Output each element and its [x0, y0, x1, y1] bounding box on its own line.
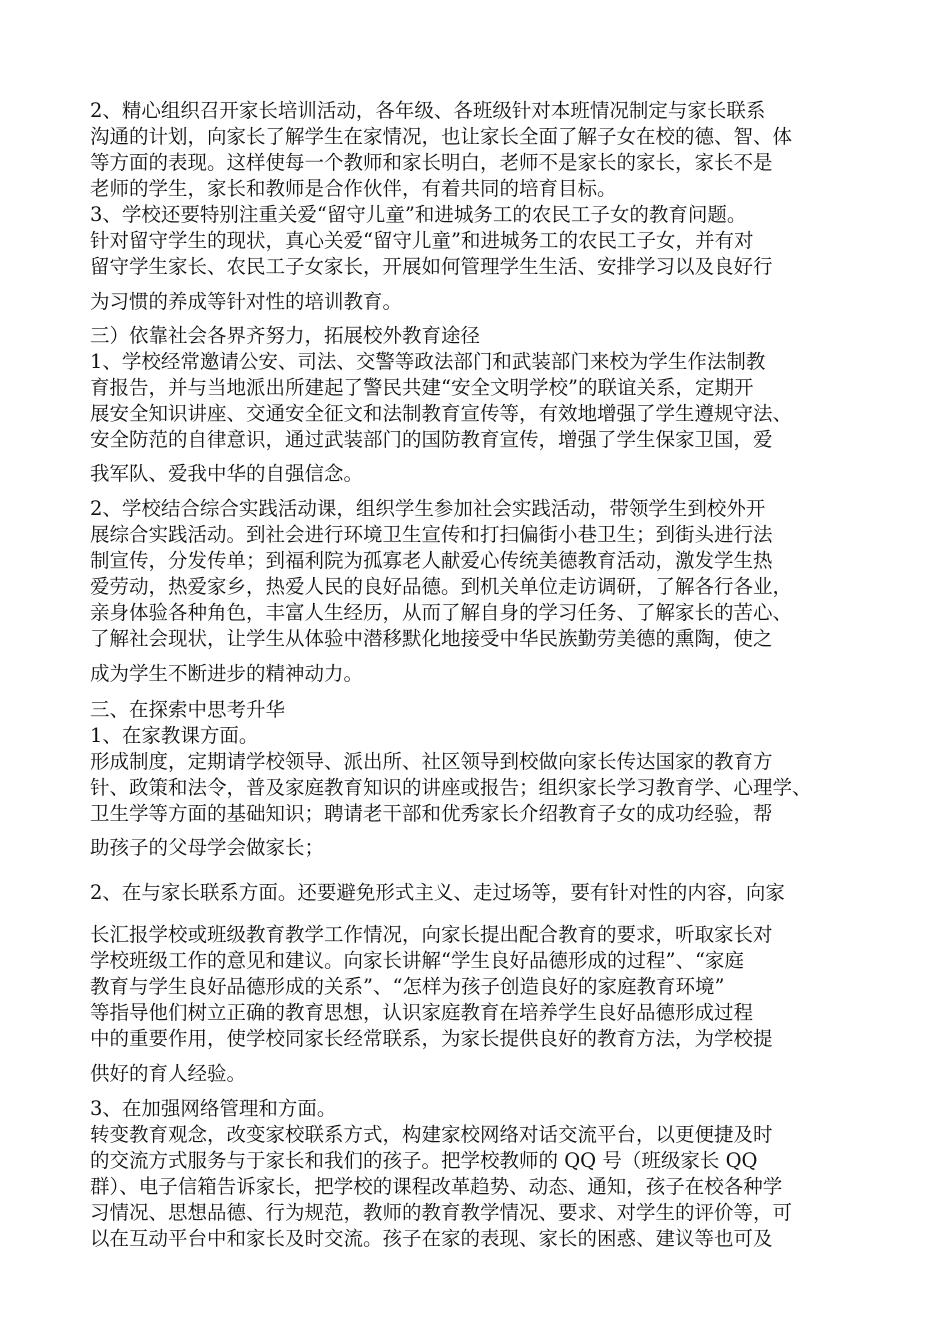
text-line: 针对留守学生的现状，真心关爱“留守儿童”和进城务工的农民工子女，并有对 [90, 229, 754, 252]
section-heading: 三、在探索中思考升华 [90, 698, 286, 721]
subsection-heading: 1、在家教课方面。 [90, 724, 259, 747]
text-line: 以在互动平台中和家长及时交流。孩子在家的表现、家长的困惑、建议等也可及 [90, 1227, 773, 1250]
text-line: 成为学生不断进步的精神动力。 [90, 662, 364, 685]
section-heading: 三）依靠社会各界齐努力，拓展校外教育途径 [90, 324, 481, 347]
text-line: 3、学校还要特别注重关爱“留守儿童”和进城务工的农民工子女的教育问题。 [90, 203, 747, 226]
text-line: 2、在与家长联系方面。还要避免形式主义、走过场等，要有针对性的内容，向家 [90, 881, 785, 904]
text-line: 育报告，并与当地派出所建起了警民共建“安全文明学校”的联谊关系，定期开 [90, 376, 754, 399]
text-line: 针、政策和法令，普及家庭教育知识的讲座或报告；组织家长学习教育学、心理学、 [90, 776, 812, 799]
text-line: 了解社会现状，让学生从体验中潜移默化地接受中华民族勤劳美德的熏陶，使之 [90, 627, 773, 650]
text-line: 1、学校经常邀请公安、司法、交警等政法部门和武装部门来校为学生作法制教 [90, 350, 766, 373]
text-line: 习情况、思想品德、行为规范，教师的教育教学情况、要求、对学生的评价等，可 [90, 1201, 793, 1224]
text-line: 供好的育人经验。 [90, 1062, 247, 1085]
text-line: 我军队、爱我中华的自强信念。 [90, 462, 364, 485]
text-line: 群）、电子信箱告诉家长，把学校的课程改革趋势、动态、通知，孩子在校各种学 [90, 1175, 783, 1198]
text-line: 教育与学生良好品德形成的关系”、“怎样为孩子创造良好的家庭教育环境” [90, 975, 725, 998]
text-line: 老师的学生，家长和教师是合作伙伴，有着共同的培育目标。 [90, 177, 617, 200]
text-line: 2、学校结合综合实践活动课，组织学生参加社会实践活动，带领学生到校外开 [90, 497, 766, 520]
text-line: 转变教育观念，改变家校联系方式，构建家校网络对话交流平台，以更便捷及时 [90, 1123, 773, 1146]
subsection-heading: 3、在加强网络管理和方面。 [90, 1097, 337, 1120]
text-line: 卫生学等方面的基础知识；聘请老干部和优秀家长介绍教育子女的成功经验，帮 [90, 802, 773, 825]
text-line: 2、精心组织召开家长培训活动，各年级、各班级针对本班情况制定与家长联系 [90, 99, 766, 122]
text-line: 爱劳动，热爱家乡，热爱人民的良好品德。到机关单位走访调研，了解各行各业， [90, 575, 793, 598]
text-line: 沟通的计划，向家长了解学生在家情况，也让家长全面了解子女在校的德、智、体 [90, 125, 793, 148]
text-line: 留守学生家长、农民工子女家长，开展如何管理学生生活、安排学习以及良好行 [90, 255, 773, 278]
text-line: 等指导他们树立正确的教育思想，认识家庭教育在培养学生良好品德形成过程 [90, 1001, 754, 1024]
text-line: 展综合实践活动。到社会进行环境卫生宣传和打扫偏街小巷卫生；到街头进行法 [90, 523, 773, 546]
text-line: 长汇报学校或班级教育教学工作情况，向家长提出配合教育的要求，听取家长对 [90, 923, 773, 946]
text-line: 亲身体验各种角色，丰富人生经历，从而了解自身的学习任务、了解家长的苦心、 [90, 601, 793, 624]
text-line: 展安全知识讲座、交通安全征文和法制教育宣传等，有效地增强了学生遵规守法、 [90, 402, 793, 425]
text-line: 形成制度，定期请学校领导、派出所、社区领导到校做向家长传达国家的教育方 [90, 750, 773, 773]
text-line: 助孩子的父母学会做家长； [90, 836, 325, 859]
text-line: 等方面的表现。这样使每一个教师和家长明白，老师不是家长的家长，家长不是 [90, 151, 773, 174]
text-line: 安全防范的自律意识，通过武装部门的国防教育宣传，增强了学生保家卫国，爱 [90, 428, 773, 451]
text-line: 学校班级工作的意见和建议。向家长讲解“学生良好品德形成的过程”、“家庭 [90, 949, 744, 972]
text-line: 制宣传，分发传单；到福利院为孤寡老人献爱心传统美德教育活动，激发学生热 [90, 549, 773, 572]
text-line: 为习惯的养成等针对性的培训教育。 [90, 290, 403, 313]
text-line: 中的重要作用，使学校同家长经常联系，为家长提供良好的教育方法，为学校提 [90, 1027, 773, 1050]
text-line: 的交流方式服务与于家长和我们的孩子。把学校教师的 QQ 号（班级家长 QQ [90, 1149, 758, 1172]
